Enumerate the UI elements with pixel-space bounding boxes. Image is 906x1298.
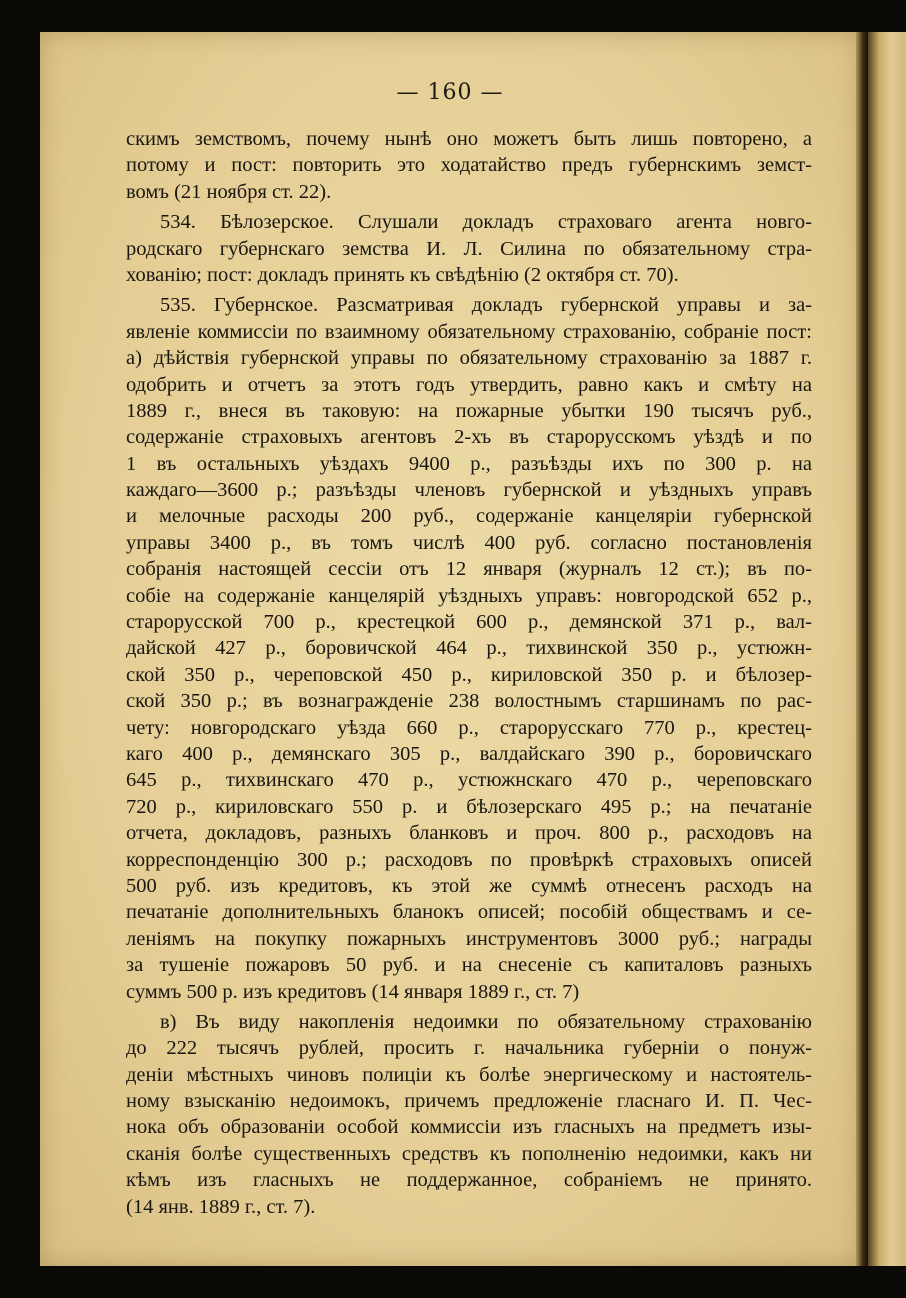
text-line: скимъ земствомъ, почему нынѣ оно можетъ быть лишь повторено, а bbox=[126, 128, 812, 150]
page-body bbox=[126, 126, 812, 1220]
text-line: отчета, докладовъ, разныхъ бланковъ и проч. 800 р., расходовъ на bbox=[126, 822, 812, 845]
text-line: ской 350 р., череповской 450 р., кириловской 350 р. и бѣлозер- bbox=[126, 663, 812, 686]
paragraph-v bbox=[126, 1009, 812, 1220]
text-line: корреспонденцію 300 р.; расходовъ по провѣркѣ страховыхъ описей bbox=[126, 848, 812, 871]
text-line: суммъ 500 р. изъ кредитовъ (14 января 1889 г., ст. 7) bbox=[126, 980, 580, 1003]
text-line: деніи мѣстныхъ чиновъ полиціи къ болѣе энергическому и настоятель- bbox=[126, 1063, 812, 1086]
text-line: кѣмъ изъ гласныхъ не поддержанное, собраніемъ не принято. bbox=[126, 1169, 812, 1192]
text-line: нока объ образованіи особой коммиссіи изъ гласныхъ на предметъ изы- bbox=[126, 1116, 812, 1139]
text-line: до 222 тысячъ рублей, просить г. начальника губерніи о понуж- bbox=[126, 1037, 812, 1060]
text-line: 645 р., тихвинскаго 470 р., устюжнскаго 470 р., череповскаго bbox=[126, 769, 812, 792]
text-line: и мелочные расходы 200 руб., содержаніе канцеляріи губернской bbox=[126, 505, 812, 528]
text-line: ской 350 р.; въ вознагражденіе 238 волостнымъ старшинамъ по рас- bbox=[126, 690, 812, 713]
page-number: — 160 — bbox=[396, 80, 504, 105]
next-page-edge bbox=[868, 32, 906, 1266]
text-line: 1 въ остальныхъ уѣздахъ 9400 р., разъѣзды ихъ по 300 р. на bbox=[126, 452, 812, 475]
text-line: ному взысканію недоимокъ, причемъ предложеніе гласнаго И. П. Чес- bbox=[126, 1090, 812, 1113]
text-line: каго 400 р., демянскаго 305 р., валдайскаго 390 р., боровичскаго bbox=[126, 742, 812, 765]
text-line: собіе на содержаніе канцелярій уѣздныхъ управъ: новгородской 652 р., bbox=[126, 584, 812, 607]
text-line: старорусской 700 р., крестецкой 600 р., демянской 371 р., вал- bbox=[126, 611, 812, 634]
paragraph-534 bbox=[126, 209, 812, 288]
text-line: каждаго—3600 р.; разъѣзды членовъ губернской и уѣздныхъ управъ bbox=[126, 479, 812, 502]
text-line: 1889 г., внеся въ таковую: на пожарные убытки 190 тысячъ руб., bbox=[126, 399, 812, 422]
text-line: а) дѣйствія губернской управы по обязательному страхованію за 1887 г. bbox=[126, 347, 812, 370]
paragraph-continuation bbox=[126, 126, 812, 205]
text-line: родскаго губернскаго земства И. Л. Силина по обязательному стра- bbox=[126, 237, 812, 260]
text-line: леніямъ на покупку пожарныхъ инструментовъ 3000 руб.; награды bbox=[126, 927, 812, 950]
text-line: печатаніе дополнительныхъ бланокъ описей; пособій обществамъ и се- bbox=[126, 901, 812, 924]
text-line: одобрить и отчетъ за этотъ годъ утвердить, равно какъ и смѣту на bbox=[126, 373, 812, 396]
text-line: в) Въ виду накопленія недоимки по обязательному страхованію bbox=[160, 1010, 812, 1033]
text-line: хованію; пост: докладъ принять къ свѣдѣнію (2 октября ст. 70). bbox=[126, 263, 679, 286]
text-line: сканія болѣе существенныхъ средствъ къ пополненію недоимки, какъ ни bbox=[126, 1142, 812, 1165]
text-line: (14 янв. 1889 г., ст. 7). bbox=[126, 1195, 316, 1218]
page-fold-shadow bbox=[856, 32, 868, 1266]
text-line: за тушеніе пожаровъ 50 руб. и на снесеніе съ капиталовъ разныхъ bbox=[126, 954, 812, 977]
text-line: 534. Бѣлозерское. Слушали докладъ страховаго агента новго- bbox=[160, 211, 812, 234]
text-line: 500 руб. изъ кредитовъ, къ этой же суммѣ отнесенъ расходъ на bbox=[126, 874, 812, 897]
text-line: 535. Губернское. Разсматривая докладъ губернской управы и за- bbox=[160, 294, 812, 317]
paragraph-535 bbox=[126, 292, 812, 1005]
text-line: собранія настоящей сессіи отъ 12 января (журналъ 12 ст.); въ по- bbox=[126, 558, 812, 581]
text-line: явленіе коммиссіи по взаимному обязательному страхованію, собраніе пост: bbox=[126, 320, 812, 343]
text-line: 720 р., кириловскаго 550 р. и бѣлозерскаго 495 р.; на печатаніе bbox=[126, 795, 812, 818]
text-line: чету: новгородскаго уѣзда 660 р., старорусскаго 770 р., крестец- bbox=[126, 716, 812, 739]
text-line: вомъ (21 ноября ст. 22). bbox=[126, 180, 332, 203]
text-line: содержаніе страховыхъ агентовъ 2-хъ въ старорусскомъ уѣздѣ и по bbox=[126, 426, 812, 449]
text-line: потому и пост: повторить это ходатайство предъ губернскимъ земст- bbox=[126, 154, 812, 177]
text-line: управы 3400 р., въ томъ числѣ 400 руб. согласно постановленія bbox=[126, 531, 812, 554]
text-line: дайской 427 р., боровичской 464 р., тихвинской 350 р., устюжн- bbox=[126, 637, 812, 660]
